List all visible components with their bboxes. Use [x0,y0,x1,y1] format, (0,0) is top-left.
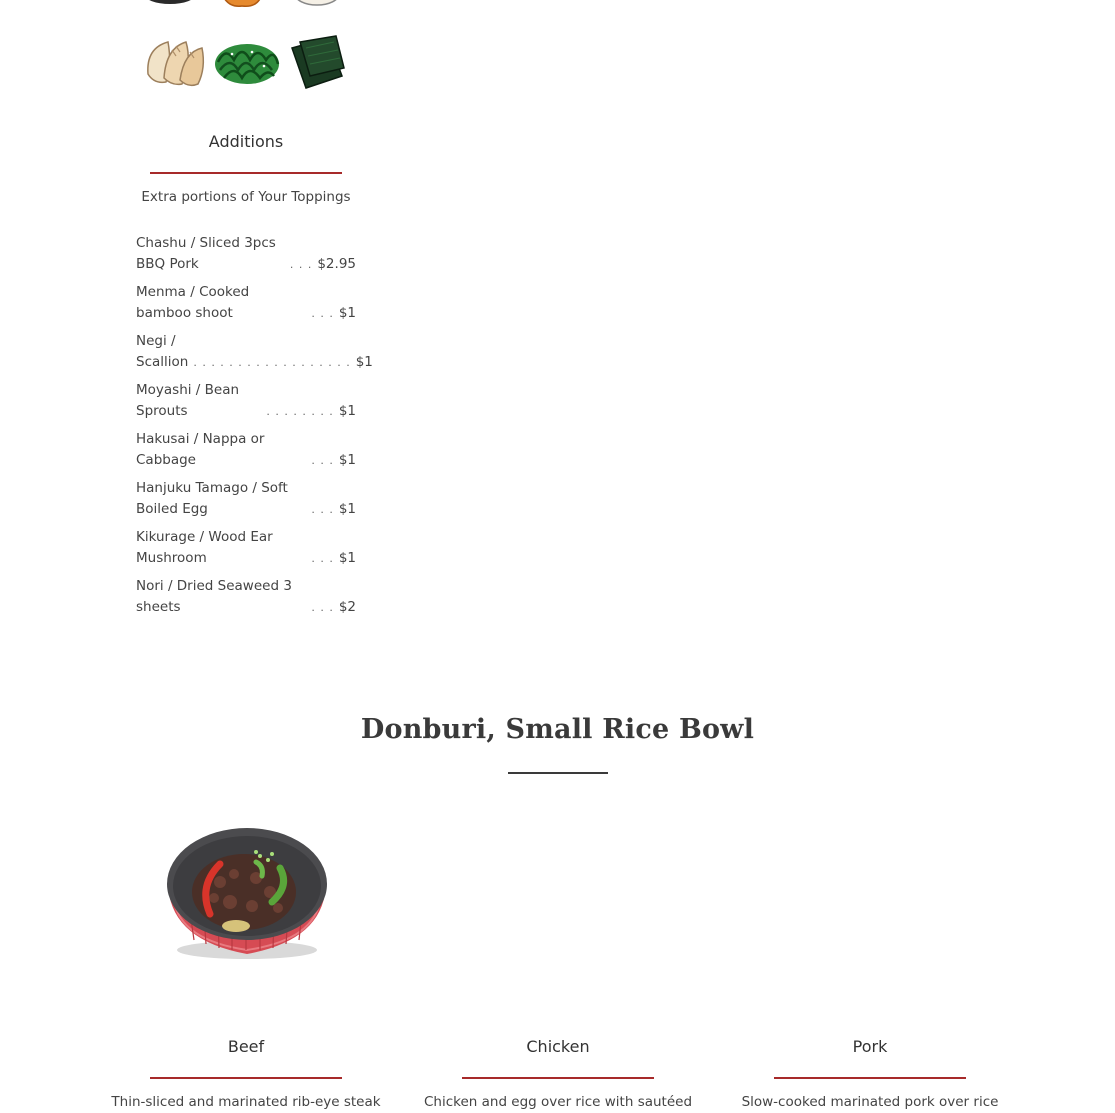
menu-item-price: $1 [338,501,356,517]
additions-divider [150,172,342,174]
sweet-potato-icon [218,0,266,12]
leader-dots: . . . [289,258,313,271]
menu-item-price: $1 [338,550,356,566]
card-divider-chicken [462,1077,654,1079]
leader-dots: . . . [311,552,334,565]
menu-item-name: Menma / Cooked bamboo shoot [136,284,250,321]
leader-dots: . . . . . . . . [266,405,334,418]
seaweed-salad-icon [212,34,282,90]
menu-item [136,576,356,618]
card-desc-chicken: Chicken and egg over rice with sautéed [423,1094,693,1110]
menu-item-price: $1 [355,354,373,370]
additions-title: Additions [208,132,284,151]
card-divider-pork [774,1077,966,1079]
donburi-divider [508,772,608,774]
menu-item-price: $1 [338,452,356,468]
menu-item-name: Moyashi / Bean Sprouts [136,382,240,419]
egg-icon [292,0,342,12]
menu-item [136,527,356,569]
card-title-pork: Pork [852,1037,888,1056]
nori-sheets-icon [288,34,348,90]
menu-item-name: Hakusai / Nappa or Cabbage [136,431,265,468]
donburi-heading: Donburi, Small Rice Bowl [360,714,755,745]
menu-item-name: Hanjuku Tamago / Soft Boiled Egg [136,480,288,517]
menu-item [136,380,356,422]
leader-dots: . . . . . . . . . . . . . . . . . . [193,356,351,369]
additions-subtitle: Extra portions of Your Toppings [141,189,351,205]
menu-item [136,282,356,324]
menu-item-name: Kikurage / Wood Ear Mushroom [136,529,273,566]
ramen-bowl-icon [140,0,200,12]
menu-item [136,478,356,520]
menu-item [136,233,356,275]
gyoza-icon [142,34,208,90]
menu-item-price: $2 [338,599,356,615]
card-title-chicken: Chicken [526,1037,590,1056]
menu-item [136,429,356,471]
leader-dots: . . . [311,503,334,516]
card-title-beef: Beef [227,1037,265,1056]
card-divider-beef [150,1077,342,1079]
card-desc-beef: Thin-sliced and marinated rib-eye steak [111,1094,381,1110]
menu-item-name: Negi / Scallion [136,333,189,370]
additions-menu [136,233,373,625]
menu-item-price: $1 [338,305,356,321]
leader-dots: . . . [311,307,334,320]
leader-dots: . . . [311,454,334,467]
menu-item-price: $2.95 [317,256,356,272]
card-desc-pork: Slow-cooked marinated pork over rice [741,1094,999,1110]
menu-item-price: $1 [338,403,356,419]
menu-item-name: Nori / Dried Seaweed 3 sheets [136,578,292,615]
leader-dots: . . . [311,601,334,614]
menu-item [136,331,373,373]
beef-bowl-image [160,822,334,966]
menu-item-name: Chashu / Sliced 3pcs BBQ Pork [136,235,276,272]
